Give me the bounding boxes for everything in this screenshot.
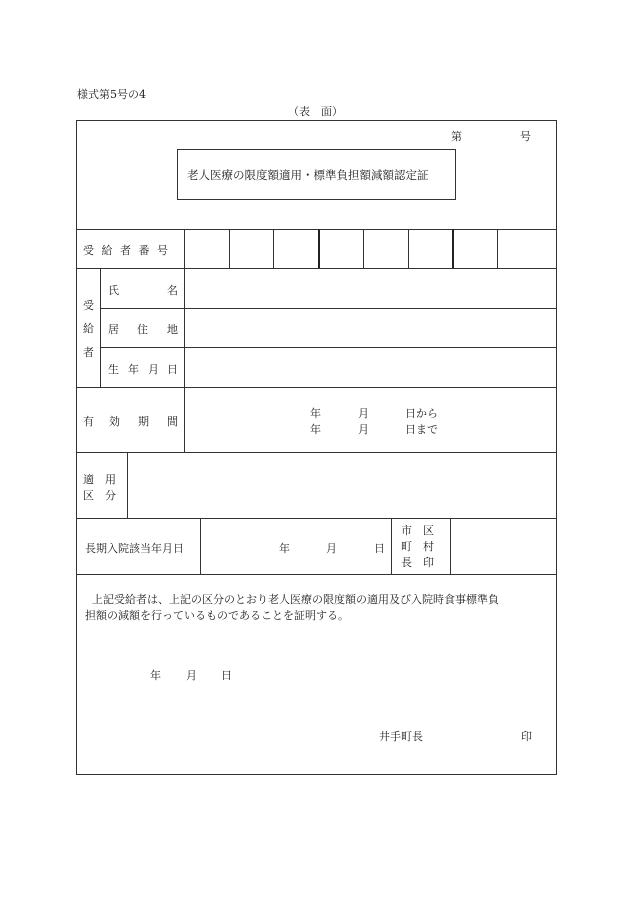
rule-name-address	[100, 308, 557, 309]
rule-label-column	[184, 229, 185, 452]
certification-text-line2: 担額の減額を行っているものであることを証明する。	[85, 609, 349, 622]
seal-mark: 印	[521, 730, 532, 743]
seal-label-line3: 長 印	[401, 556, 434, 569]
issue-date-month: 月	[186, 669, 197, 682]
validity-label-b: 効	[109, 415, 120, 428]
long-stay-year: 年	[279, 542, 290, 555]
address-label-b: 住	[137, 323, 148, 336]
validity-label-c: 期	[138, 415, 149, 428]
recipient-number-label: 受 給 者 番 号	[83, 244, 170, 257]
validity-from-day: 日から	[405, 407, 438, 420]
address-label-a: 居	[108, 323, 119, 336]
long-stay-month: 月	[326, 542, 337, 555]
digit-divider	[363, 229, 364, 268]
rule-recipient-number-top	[76, 229, 557, 230]
address-label-c: 地	[167, 323, 178, 336]
birthdate-label-a: 生	[108, 363, 119, 376]
issue-date-year: 年	[150, 669, 161, 682]
validity-label-a: 有	[83, 415, 94, 428]
category-label-line2: 区 分	[83, 489, 116, 502]
recipient-group-char: 者	[83, 346, 94, 359]
name-label-b: 名	[167, 284, 178, 297]
certificate-frame	[76, 120, 557, 775]
certification-text-line1: 上記受給者は、上記の区分のとおり老人医療の限度額の適用及び入院時食事標準負	[92, 593, 499, 606]
rule-seal-label-right	[450, 518, 451, 574]
validity-from-year: 年	[310, 407, 321, 420]
page-title: 老人医療の限度額適用・標準負担額減額認定証	[187, 168, 429, 182]
rule-seal-label-left	[391, 518, 392, 574]
recipient-group-char: 給	[83, 322, 94, 335]
form-number: 様式第5号の4	[77, 88, 146, 101]
rule-long-stay-top	[76, 518, 557, 519]
birthdate-label-d: 日	[167, 363, 178, 376]
digit-divider	[229, 229, 230, 268]
issuer-name: 井手町長	[379, 730, 423, 743]
side-label: （表 面）	[288, 105, 343, 118]
rule-long-stay-label	[200, 518, 201, 574]
recipient-group-char: 受	[83, 299, 94, 312]
seal-label-line1: 市 区	[401, 524, 434, 537]
digit-divider	[452, 229, 454, 268]
digit-divider	[408, 229, 409, 268]
digit-divider	[497, 229, 498, 268]
rule-recipient-group	[100, 268, 101, 387]
validity-to-year: 年	[310, 423, 321, 436]
long-stay-label: 長期入院該当年月日	[85, 542, 184, 555]
digit-divider	[318, 229, 320, 268]
digit-divider	[273, 229, 274, 268]
validity-to-day: 日まで	[405, 423, 438, 436]
category-label-line1: 適 用	[83, 473, 116, 486]
validity-to-month: 月	[358, 423, 369, 436]
number-go: 号	[520, 130, 531, 143]
rule-certification-top	[76, 574, 557, 575]
rule-address-birth	[100, 347, 557, 348]
name-label-a: 氏	[108, 284, 119, 297]
birthdate-label-b: 年	[128, 363, 139, 376]
rule-validity-top	[76, 387, 557, 388]
rule-category-column	[127, 452, 128, 518]
birthdate-label-c: 月	[148, 363, 159, 376]
rule-recipient-top	[76, 268, 557, 269]
number-dai: 第	[451, 130, 462, 143]
validity-label-d: 間	[167, 415, 178, 428]
long-stay-day: 日	[374, 542, 385, 555]
rule-category-top	[76, 452, 557, 453]
seal-label-line2: 町 村	[401, 540, 434, 553]
validity-from-month: 月	[358, 407, 369, 420]
issue-date-day: 日	[221, 669, 232, 682]
